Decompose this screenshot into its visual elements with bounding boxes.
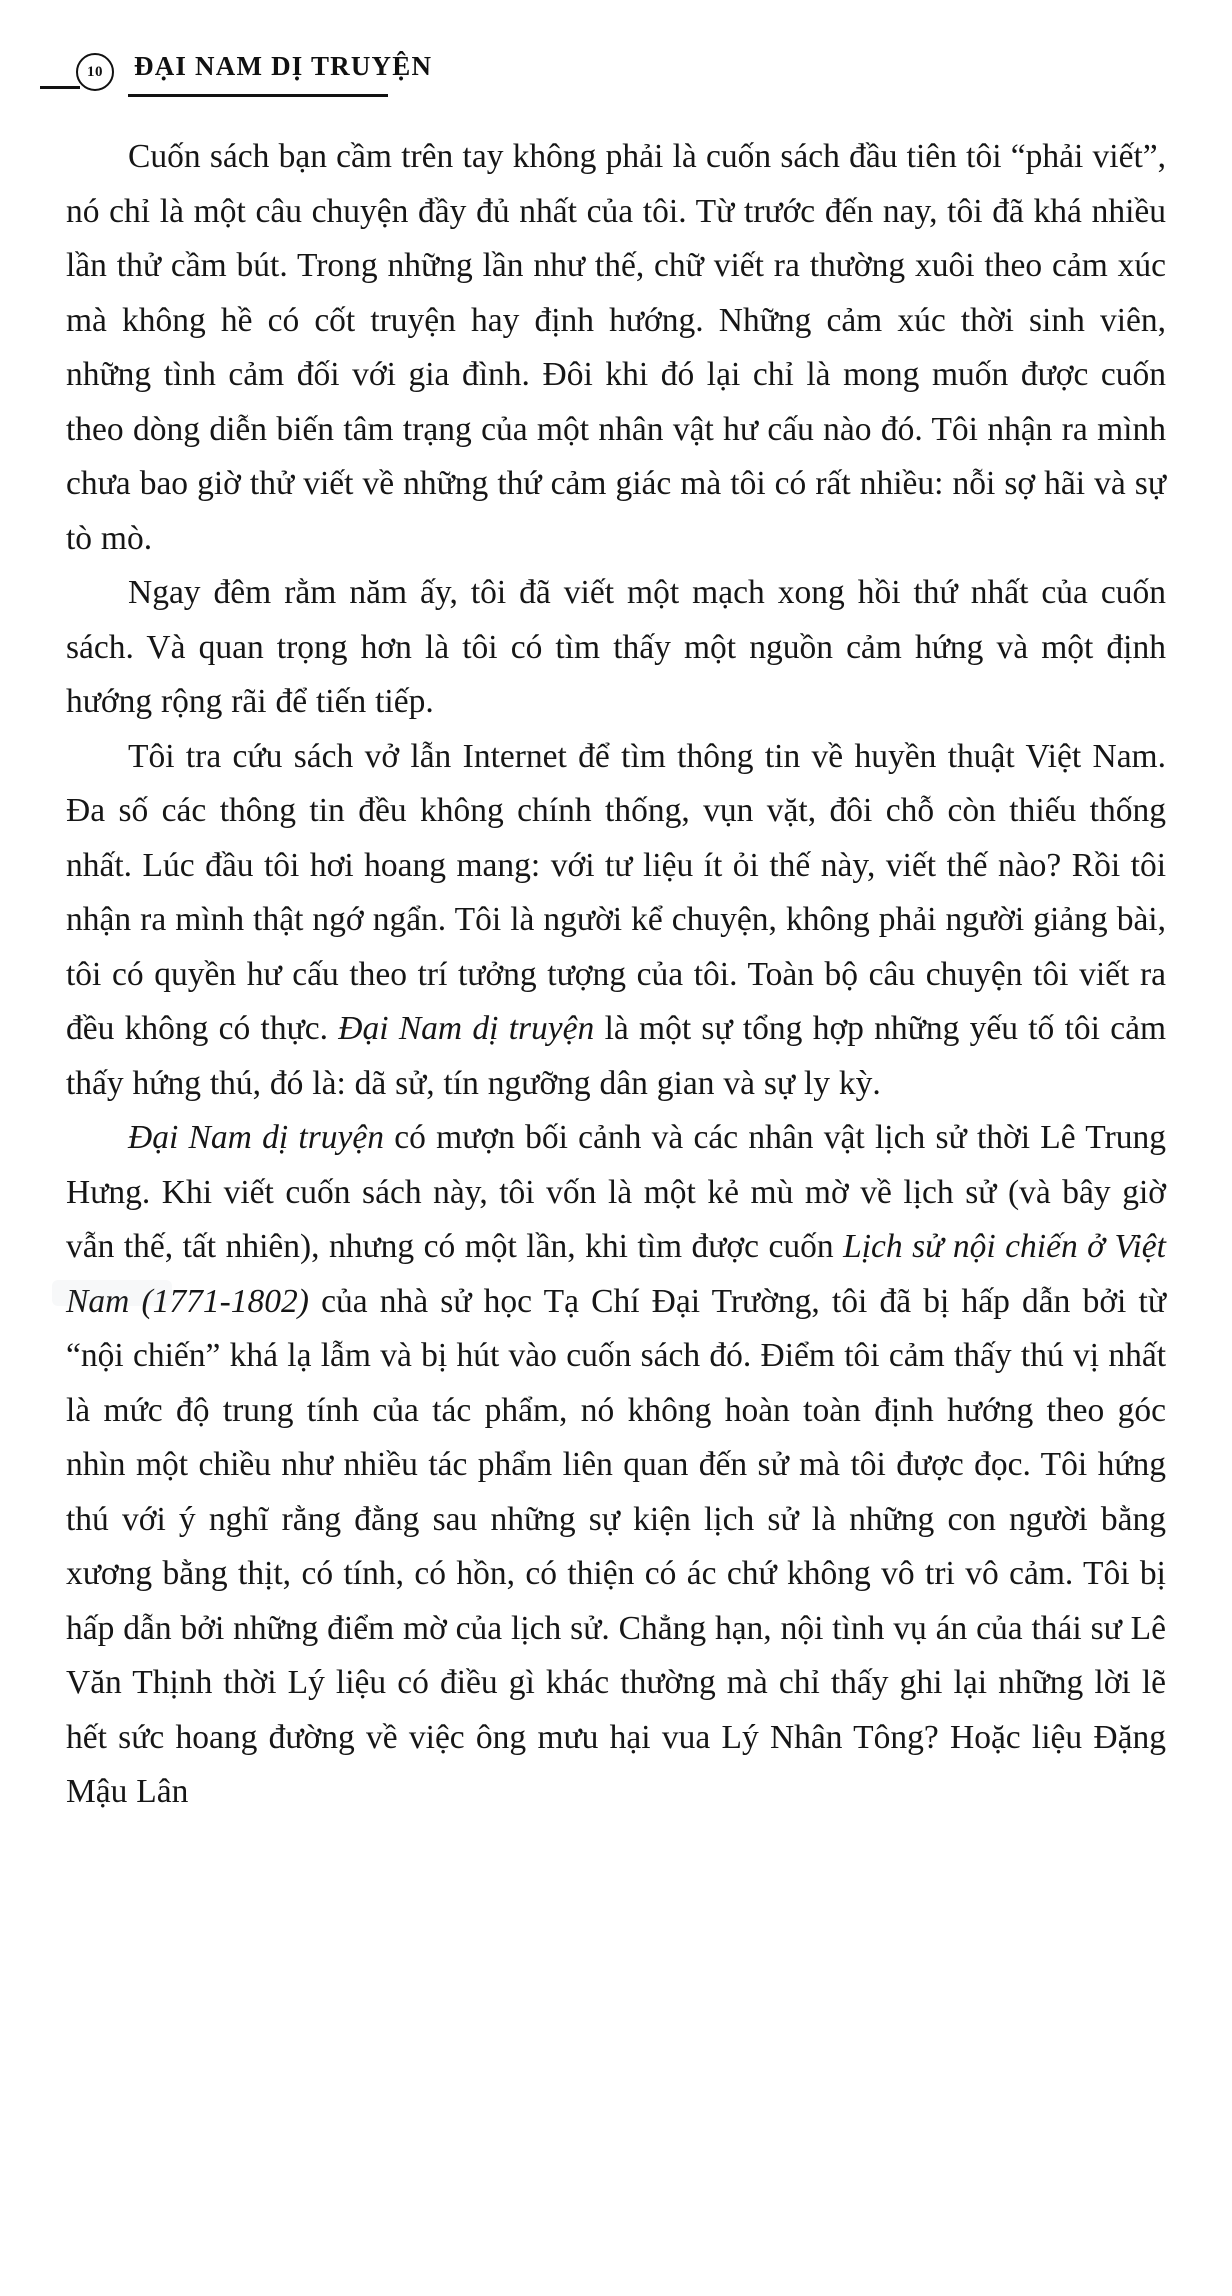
paragraph-3-tail: là một sự tổng hợp những yếu tố tôi cảm thấy hứng thú, đó là: dã sử, tín ngưỡng dân gian và sự ly kỳ. <box>66 1010 1167 1102</box>
paragraph-4 <box>66 1111 1166 1820</box>
work-title-dai-nam-di-truyen: Đại Nam dị truyện <box>338 1010 595 1047</box>
paragraph-4-tail: của nhà sử học Tạ Chí Đại Trường, tôi đã bị hấp dẫn bởi từ “nội chiến” khá lạ lẫm và bị hút vào cuốn sách đó. Điểm tôi cảm thấy thú vị nhất là mức độ trung tính của tác phẩm, nó không hoàn toàn định hướng theo góc nhìn một chiều như nhiều tác phẩm liên quan đến sử mà tôi được đọc. Tôi hứng thú với ý nghĩ rằng đằng sau những sự kiện lịch sử là những con người bằng xương bằng thịt, có tính, có hồn, có thiện có ác chứ không vô tri vô cảm. Tôi bị hấp dẫn bởi những điểm mờ của lịch sử. Chẳng hạn, nội tình vụ án của thái sư Lê Văn Thịnh thời Lý liệu có điều gì khác thường mà chỉ thấy ghi lại những lời lẽ hết sức hoang đường về việc ông mưu hại vua Lý Nhân Tông? Hoặc liệu Đặng Mậu Lân <box>66 1282 1167 1810</box>
running-header <box>40 48 1192 102</box>
paragraph-1: Cuốn sách bạn cầm trên tay không phải là cuốn sách đầu tiên tôi “phải viết”, nó chỉ là một câu chuyện đầy đủ nhất của tôi. Từ trước đến nay, tôi đã khá nhiều lần thử cầm bút. Trong những lần như thế, chữ viết ra thường xuôi theo cảm xúc mà không hề có cốt truyện hay định hướng. Những cảm xúc thời sinh viên, những tình cảm đối với gia đình. Đôi khi đó lại chỉ là mong muốn được cuốn theo dòng diễn biến tâm trạng của một nhân vật hư cấu nào đó. Tôi nhận ra mình chưa bao giờ thử viết về những thứ cảm giác mà tôi có rất nhiều: nỗi sợ hãi và sự tò mò. <box>66 138 1166 557</box>
header-rule <box>128 94 388 97</box>
page-body <box>66 130 1166 1820</box>
paragraph-2: Ngay đêm rằm năm ấy, tôi đã viết một mạch xong hồi thứ nhất của cuốn sách. Và quan trọng hơn là tôi có tìm thấy một nguồn cảm hứng và một định hướng rộng rãi để tiến tiếp. <box>66 574 1166 720</box>
header-rule-left <box>40 86 80 89</box>
page-number: 10 <box>76 53 114 91</box>
paragraph-4-mid: có mượn bối cảnh và các nhân vật lịch sử thời Lê Trung Hưng. Khi viết cuốn sách này, tôi vốn là một kẻ mù mờ về lịch sử (và bây giờ vẫn thế, tất nhiên), nhưng có một lần, khi tìm được cuốn <box>66 1119 1166 1265</box>
paragraph-3-text: Tôi tra cứu sách vở lẫn Internet để tìm thông tin về huyền thuật Việt Nam. Đa số các thông tin đều không chính thống, vụn vặt, đôi chỗ còn thiếu thống nhất. Lúc đầu tôi hơi hoang mang: với tư liệu ít ỏi thế này, viết thế nào? Rồi tôi nhận ra mình thật ngớ ngẩn. Tôi là người kể chuyện, không phải người giảng bài, tôi có quyền hư cấu theo trí tưởng tượng của tôi. Toàn bộ câu chuyện tôi viết ra đều không có thực. <box>66 737 1166 1047</box>
book-title-lich-su-noi-chien: Lịch sử nội chiến ở Việt Nam (1771-1802) <box>66 1228 1166 1320</box>
paragraph-3 <box>66 730 1166 1112</box>
work-title-lead: Đại Nam dị truyện <box>128 1119 384 1156</box>
book-title: ĐẠI NAM DỊ TRUYỆN <box>134 51 433 81</box>
